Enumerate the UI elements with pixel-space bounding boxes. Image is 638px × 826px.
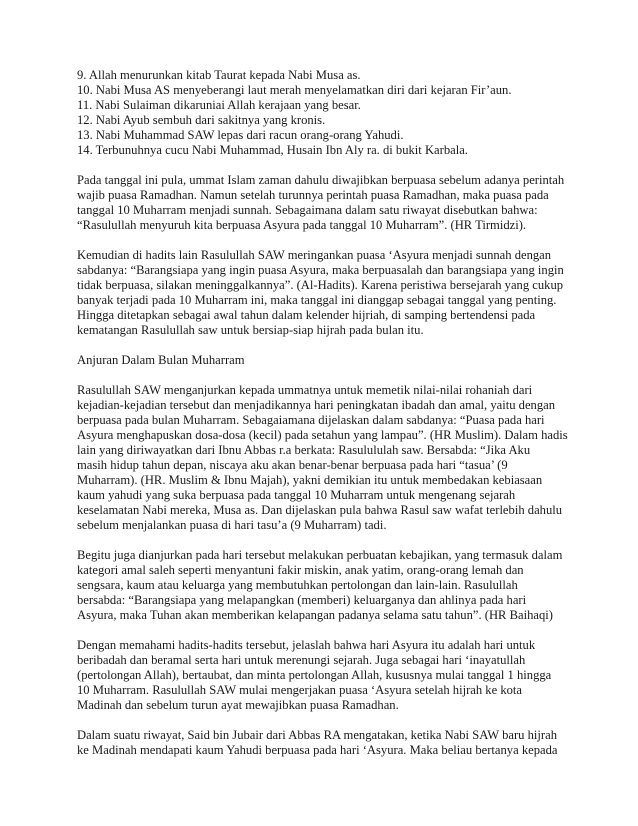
list-item: 11. Nabi Sulaiman dikaruniai Allah kerajaan yang besar. xyxy=(77,98,361,112)
paragraph-line: sabdanya: “Barangsiapa yang ingin puasa Asyura, maka berpuasalah dan barangsiapa yang ingin xyxy=(77,263,564,277)
paragraph-line: bersabda: “Barangsiapa yang melapangkan (memberi) keluarganya dan ahlinya pada hari xyxy=(77,593,527,607)
paragraph-line: Asyura, maka Tuhan akan memberikan kelapangan padanya selama satu tahun”. (HR Baihaqi) xyxy=(77,608,553,622)
list-item: 10. Nabi Musa AS menyeberangi laut merah menyelamatkan diri dari kejaran Fir’aun. xyxy=(77,83,512,97)
paragraph-line: 10 Muharram. Rasulullah SAW mulai mengerjakan puasa ‘Asyura setelah hijrah ke kota xyxy=(77,683,523,697)
paragraph xyxy=(77,548,567,623)
paragraph-line: sengsara, kaum atau keluarga yang membutuhkan pertolongan dan lain-lain. Rasulullah xyxy=(77,578,518,592)
paragraph-line: kejadian-kejadian tersebut dan menjadikannya hari peningkatan ibadah dan amal, yaitu dengan xyxy=(77,398,556,412)
paragraph-line: Rasulullah SAW menganjurkan kepada ummatnya untuk memetik nilai-nilai rohaniah dari xyxy=(77,383,533,397)
paragraph-line: Kemudian di hadits lain Rasulullah SAW meringankan puasa ‘Asyura menjadi sunnah dengan xyxy=(77,248,552,262)
list-item: 14. Terbunuhnya cucu Nabi Muhammad, Husain Ibn Aly ra. di bukit Karbala. xyxy=(77,143,468,157)
paragraph xyxy=(77,638,567,713)
list-item: 9. Allah menurunkan kitab Taurat kepada Nabi Musa as. xyxy=(77,68,361,82)
paragraph-line: Begitu juga dianjurkan pada hari tersebut melakukan perbuatan kebajikan, yang termasuk dalam xyxy=(77,548,563,562)
event-list xyxy=(77,68,567,158)
paragraph-line: banyak terjadi pada 10 Muharram ini, maka tanggal ini dianggap sebagai tanggal yang penting. xyxy=(77,293,557,307)
paragraph-line: sebelum menjalankan puasa di hari tasu’a (9 Muharram) tadi. xyxy=(77,518,387,532)
paragraph-line: kaum yahudi yang suka berpuasa pada tanggal 10 Muharram untuk mengenang sejarah xyxy=(77,488,516,502)
paragraph-line: Dalam suatu riwayat, Said bin Jubair dari Abbas RA mengatakan, ketika Nabi SAW baru hijrah xyxy=(77,728,558,742)
paragraph-line: ke Madinah mendapati kaum Yahudi berpuasa pada hari ‘Asyura. Maka beliau bertanya kepada xyxy=(77,743,558,757)
paragraph xyxy=(77,248,567,338)
list-item: 12. Nabi Ayub sembuh dari sakitnya yang kronis. xyxy=(77,113,326,127)
paragraph-line: beribadah dan beramal serta hari untuk merenungi sejarah. Juga sebagai hari ‘inayatullah xyxy=(77,653,526,667)
paragraph-line: kematangan Rasulullah saw untuk bersiap-siap hijrah pada bulan itu. xyxy=(77,323,424,337)
paragraph-line: keselamatan Nabi mereka, Musa as. Dan dijelaskan pula bahwa Rasul saw wafat terlebih dahulu xyxy=(77,503,563,517)
paragraph-line: tanggal 10 Muharram menjadi sunnah. Sebagaimana dalam satu riwayat disebutkan bahwa: xyxy=(77,203,538,217)
paragraph xyxy=(77,173,567,233)
section-heading xyxy=(77,353,567,368)
paragraph-line: Hingga ditetapkan sebagai awal tahun dalam kelender hijriah, di samping bertendensi pada xyxy=(77,308,536,322)
paragraph-line: wajib puasa Ramadhan. Namun setelah turunnya perintah puasa Ramadhan, maka puasa pada xyxy=(77,188,549,202)
paragraph-line: tidak berpuasa, silakan meninggalkannya”. (Al-Hadits). Karena peristiwa bersejarah yang cukup xyxy=(77,278,564,292)
paragraph-line: “Rasulullah menyuruh kita berpuasa Asyura pada tanggal 10 Muharram”. (HR Tirmidzi). xyxy=(77,218,527,232)
paragraph-line: kategori amal saleh seperti menyantuni fakir miskin, anak yatim, orang-orang lemah dan xyxy=(77,563,524,577)
paragraph-line: (pertolongan Allah), bertaubat, dan minta pertolongan Allah, kususnya mulai tanggal 1 hingga xyxy=(77,668,552,682)
paragraph-line: berpuasa pada bulan Muharram. Sebagaiamana dijelaskan dalam sabdanya: “Puasa pada hari xyxy=(77,413,545,427)
list-item: 13. Nabi Muhammad SAW lepas dari racun orang-orang Yahudi. xyxy=(77,128,404,142)
paragraph-line: Madinah dan sebelum turun ayat mewajibkan puasa Ramadhan. xyxy=(77,698,399,712)
document-page xyxy=(77,68,567,773)
paragraph-line: Dengan memahami hadits-hadits tersebut, jelaslah bahwa hari Asyura itu adalah hari untuk xyxy=(77,638,536,652)
paragraph xyxy=(77,383,567,533)
paragraph-line: Pada tanggal ini pula, ummat Islam zaman dahulu diwajibkan berpuasa sebelum adanya perintah xyxy=(77,173,565,187)
paragraph-line: masih hidup tahun depan, niscaya aku akan benar-benar berpuasa pada hari “tasua’ (9 xyxy=(77,458,508,472)
heading-text: Anjuran Dalam Bulan Muharram xyxy=(77,353,245,367)
paragraph-line: Muharram). (HR. Muslim & Ibnu Majah), yakni demikian itu untuk membedakan kebiasaan xyxy=(77,473,543,487)
paragraph-line: Asyura menghapuskan dosa-dosa (kecil) pada setahun yang lampau”. (HR Muslim). Dalam hadis xyxy=(77,428,568,442)
paragraph-line: lain yang diriwayatkan dari Ibnu Abbas r.a berkata: Rasulululah saw. Bersabda: “Jika Aku xyxy=(77,443,531,457)
paragraph xyxy=(77,728,567,758)
